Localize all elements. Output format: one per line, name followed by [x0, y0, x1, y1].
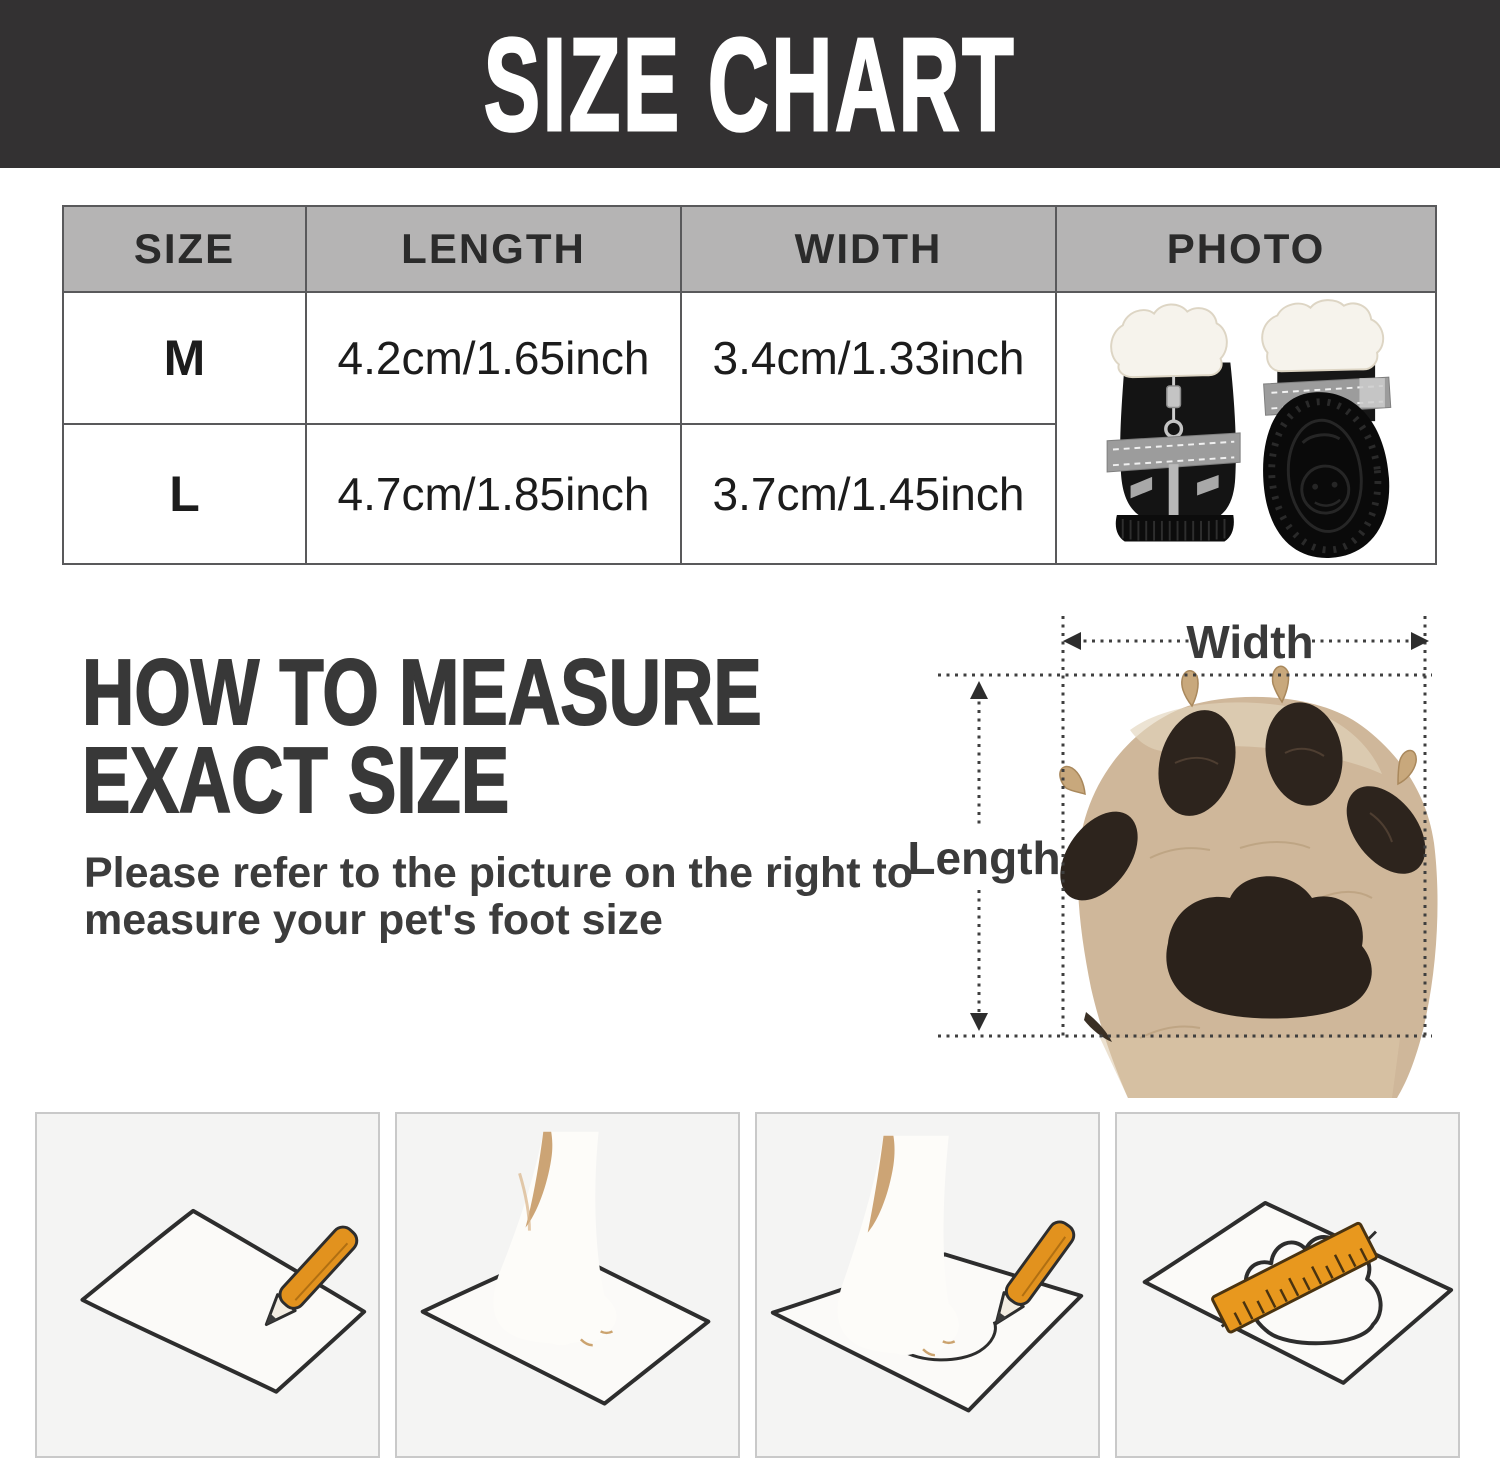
section-paragraph-line2: measure your pet's foot size [84, 896, 663, 944]
column-header-length: LENGTH [307, 207, 682, 293]
table-cell-width-m: 3.4cm/1.33inch [682, 293, 1057, 425]
table-cell-size-m: M [64, 293, 307, 425]
tracing-paw-with-pencil-icon [757, 1114, 1098, 1456]
column-header-width: WIDTH [682, 207, 1057, 293]
step-1-draw-paper [35, 1112, 380, 1458]
paper-and-pencil-icon [37, 1114, 378, 1456]
table-cell-photo [1057, 293, 1435, 563]
column-header-size: SIZE [64, 207, 307, 293]
boot-front-view [1107, 304, 1240, 541]
column-header-photo: PHOTO [1057, 207, 1435, 293]
width-label: Width [1186, 616, 1314, 668]
section-heading-line2: EXACT SIZE [82, 728, 510, 832]
ruler-measuring-paw-outline-icon [1117, 1114, 1458, 1456]
section-paragraph-line1: Please refer to the picture on the right to [84, 849, 914, 897]
size-table [62, 205, 1437, 565]
measure-diagram [900, 598, 1460, 1098]
table-cell-length-m: 4.2cm/1.65inch [307, 293, 682, 425]
step-4-measure-outline [1115, 1112, 1460, 1458]
step-2-place-paw [395, 1112, 740, 1458]
banner [0, 0, 1500, 168]
section-heading [82, 640, 762, 832]
dog-boots-photo-icon [1060, 294, 1432, 562]
section-heading-line1: HOW TO MEASURE [82, 640, 762, 744]
page-title: SIZE CHART [483, 10, 1017, 158]
table-cell-size-l: L [64, 425, 307, 563]
table-cell-width-l: 3.7cm/1.45inch [682, 425, 1057, 563]
dog-paw-photo-icon [1045, 666, 1442, 1098]
paw-standing-on-paper-icon [397, 1114, 738, 1456]
boot-sole-view [1255, 300, 1397, 562]
step-3-trace-paw [755, 1112, 1100, 1458]
section-paragraph [84, 850, 913, 944]
table-cell-length-l: 4.7cm/1.85inch [307, 425, 682, 563]
measuring-steps [35, 1112, 1460, 1458]
length-label: Length [907, 832, 1061, 884]
